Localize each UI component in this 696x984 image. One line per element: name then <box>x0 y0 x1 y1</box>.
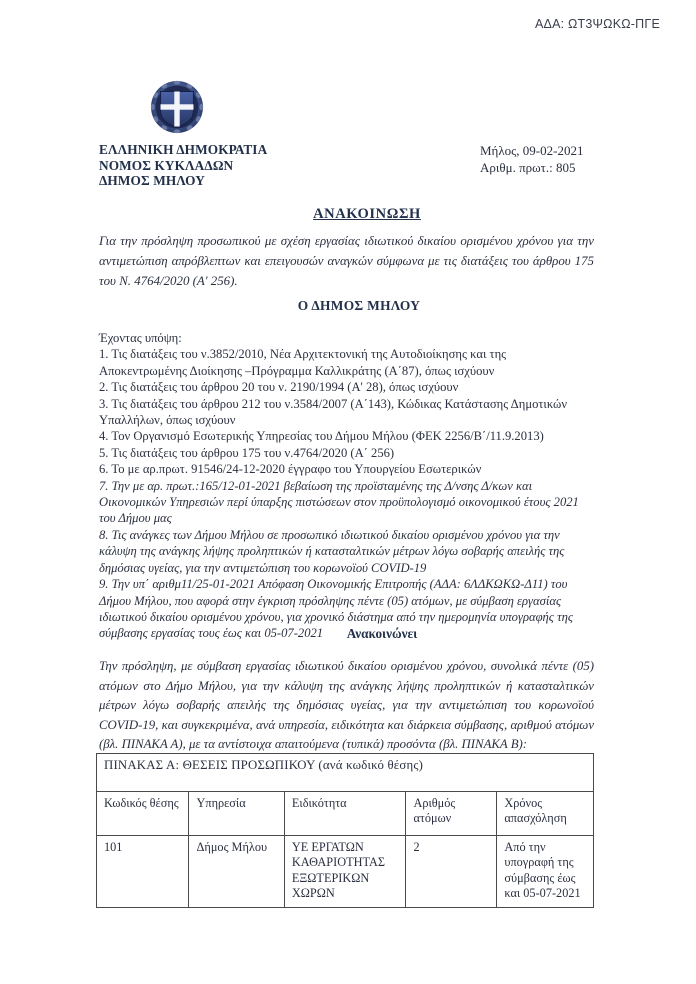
subtitle-municipality: Ο ΔΗΜΟΣ ΜΗΛΟΥ <box>297 298 421 313</box>
column-header-count: Αριθμός ατόμων <box>406 792 497 836</box>
protocol-number: Αριθμ. πρωτ.: 805 <box>480 159 576 175</box>
greek-coat-of-arms-icon <box>148 78 206 136</box>
considerations-lead: Έχοντας υπόψη: <box>99 331 182 345</box>
consideration-item-4: 4. Τον Οργανισμό Εσωτερικής Υπηρεσίας του Δήμου Μήλου (ΦΕΚ 2256/Β΄/11.9.2013) <box>99 429 544 444</box>
consideration-item-3: 3. Τις διατάξεις του άρθρου 212 του ν.3584/2007 (Α΄143), Κώδικας Κατάστασης Δημοτικών Υπαλλήλων, όπως ισχύουν <box>99 396 568 428</box>
announcement-body-paragraph: Την πρόσληψη, με σύμβαση εργασίας ιδιωτικού δικαίου ορισμένου χρόνου, συνολικά πέντε (05) ατόμων στο Δήμο Μήλου, για την κάλυψη της ανάγκης λήψης προληπτικών ή κατασταλτικών μέτρων λόγω σοβαρής απειλής της δημόσιας υγείας, για την αντιμετώπιση του κορωνοϊού COVID-19, και συγκεκριμένα, ανά υπηρεσία, ειδικότητα και διάρκεια σύμβασης, αριθμού ατόμων (βλ. ΠΙΝΑΚΑ Α), με τα αντίστοιχα απαιτούμενα (τυπικά) προσόντα (βλ. ΠΙΝΑΚΑ Β): <box>99 659 594 752</box>
consideration-item-7: 7. Την με αρ. πρωτ.:165/12-01-2021 βεβαίωση της προϊσταμένης της Δ/νσης Δ/κων και Οικονομικών Υπηρεσιών περί ύπαρξης πιστώσεων στον προϋπολογισμό οικονομικού έτους 2021 του Δήμου μας <box>99 478 579 526</box>
column-header-service: Υπηρεσία <box>189 792 284 836</box>
considerations-list <box>99 346 595 641</box>
letterhead-line-3: ΔΗΜΟΣ ΜΗΛΟΥ <box>99 173 205 188</box>
consideration-item-6: 6. Το με αρ.πρωτ. 91546/24-12-2020 έγγραφο του Υπουργείου Εσωτερικών <box>99 462 482 477</box>
cell-specialty: ΥΕ ΕΡΓΑΤΩΝ ΚΑΘΑΡΙΟΤΗΤΑΣ ΕΞΩΤΕΡΙΚΩΝ ΧΩΡΩΝ <box>284 836 406 908</box>
place-and-date: Μήλος, 09-02-2021 <box>480 143 584 158</box>
announce-heading: Ανακοινώνει <box>346 626 418 641</box>
table-caption: ΠΙΝΑΚΑΣ Α: ΘΕΣΕΙΣ ΠΡΟΣΩΠΙΚΟΥ (ανά κωδικό θέσης) <box>97 754 594 792</box>
considerations-block <box>99 330 595 642</box>
cell-duration: Από την υπογραφή της σύμβασης έως και 05-07-2021 <box>497 836 594 908</box>
cell-code: 101 <box>97 836 189 908</box>
ada-code-header: ΑΔΑ: ΩΤ3ΨΩΚΩ-ΠΓΕ <box>535 17 660 31</box>
cell-service: Δήμος Μήλου <box>189 836 284 908</box>
consideration-item-5: 5. Τις διατάξεις του άρθρου 175 του ν.4764/2020 (Α΄ 256) <box>99 445 395 460</box>
personnel-table-container <box>96 753 594 908</box>
table-row <box>97 836 594 908</box>
consideration-item-9: 9. Την υπ΄ αριθμ11/25-01-2021 Απόφαση Οικονομικής Επιτροπής (ΑΔΑ: 6ΛΔΚΩΚΩ-Δ11) του Δήμου Μήλου, που αφορά στην έγκριση πρόσληψης πέντε (05) ατόμων, με σύμβαση εργασίας ιδιωτικού δικαίου ορισμένου χρόνου, για χρονικό διάστημα από την ημερομηνία υπογραφής της σύμβασης εργασίας τους έως και 05-07-2021 <box>99 577 573 641</box>
intro-paragraph: Για την πρόσληψη προσωπικού με σχέση εργασίας ιδιωτικού δικαίου ορισμένου χρόνου για την αντιμετώπιση απρόβλεπτων και επειγουσών αναγκών σύμφωνα με τις διατάξεις του άρθρου 175 του Ν. 4764/2020 (Α' 256). <box>99 234 594 288</box>
table-caption-row <box>97 754 594 792</box>
consideration-item-2: 2. Τις διατάξεις του άρθρου 20 του ν. 2190/1994 (Α' 28), όπως ισχύουν <box>99 380 459 395</box>
column-header-specialty: Ειδικότητα <box>284 792 406 836</box>
consideration-item-8: 8. Τις ανάγκες των Δήμου Μήλου σε προσωπικό ιδιωτικού δικαίου ορισμένου χρόνου για την κάλυψη της ανάγκης λήψης προληπτικών ή κατασταλτικών μέτρων λόγω σοβαρής απειλής της δημόσιας υγείας, για την αντιμετώπιση του κορωνοϊού COVID-19 <box>99 527 565 575</box>
document-meta <box>480 143 583 176</box>
letterhead-line-2: ΝΟΜΟΣ ΚΥΚΛΑΔΩΝ <box>99 157 234 173</box>
letterhead-line-1: ΕΛΛΗΝΙΚΗ ΔΗΜΟΚΡΑΤΙΑ <box>99 142 268 157</box>
letterhead <box>99 142 267 189</box>
personnel-positions-table <box>96 753 594 908</box>
column-header-duration: Χρόνος απασχόληση <box>497 792 594 836</box>
table-header-row <box>97 792 594 836</box>
consideration-item-1: 1. Τις διατάξεις του ν.3852/2010, Νέα Αρχιτεκτονική της Αυτοδιοίκησης και της Αποκεντρωμένης Διοίκησης –Πρόγραμμα Καλλικράτης (Α΄87), όπως ισχύουν <box>99 347 507 378</box>
page-title: ΑΝΑΚΟΙΝΩΣΗ <box>313 206 421 222</box>
column-header-code: Κωδικός θέσης <box>97 792 189 836</box>
cell-count: 2 <box>406 836 497 908</box>
